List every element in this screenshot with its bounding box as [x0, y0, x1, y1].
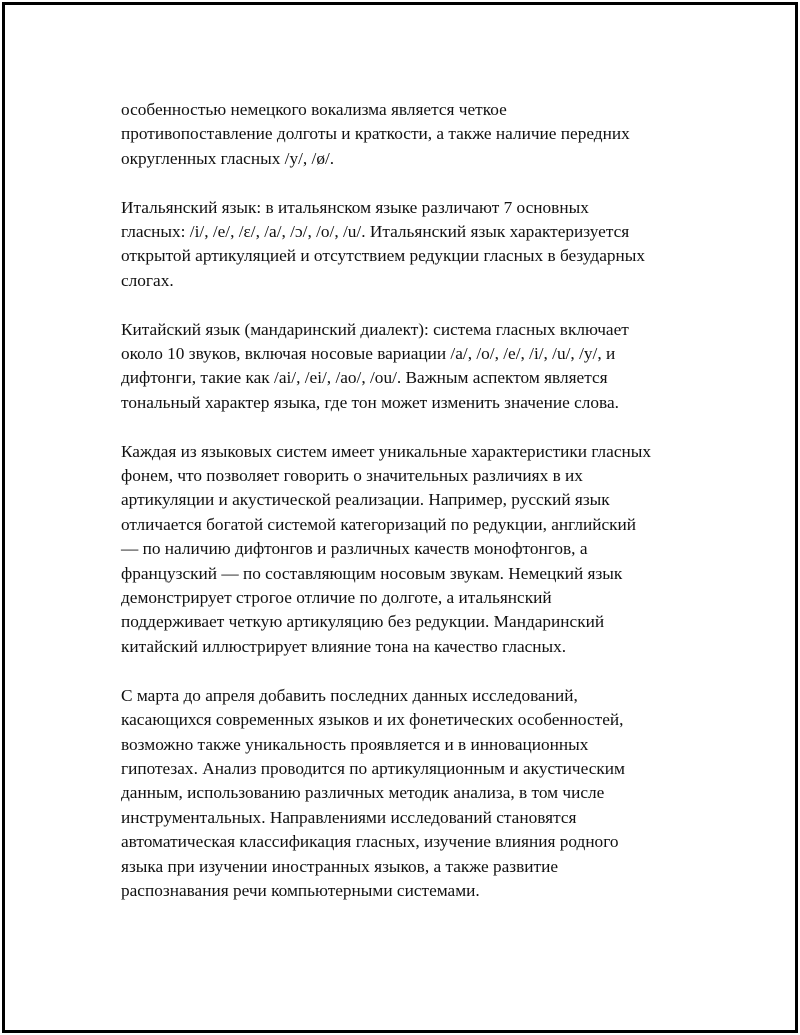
paragraph-german-vowels: особенностью немецкого вокализма является четкое противопоставление долготы и краткости, а также наличие передних округленных гласных /y/, /ø/.: [121, 100, 630, 168]
paragraph-chinese: Китайский язык (мандаринский диалект): система гласных включает около 10 звуков, включая носовые вариации /a/, /o/, /e/, /i/, /u/, /y/, и дифтонги, такие как /ai/, /ei/, /ao/, /ou/. Важным аспектом является тональный характер языка, где тон может изменить значение слова.: [121, 319, 629, 412]
paragraph-italian: Итальянский язык: в итальянском языке различают 7 основных гласных: /i/, /e/, /ɛ/, /a/, /ɔ/, /o/, /u/. Итальянский язык характеризуется открытой артикуляцией и отсутствием редукции гласных в безударных слогах.: [121, 197, 646, 290]
paragraph-research: С марта до апреля добавить последних данных исследований, касающихся современных языков и их фонетических особенностей, возможно также уникальность проявляется и в инновационных гипотезах. Анализ проводится по артикуляционным и акустическим данным, использованию различных методик анализа, в том числе инструментальных. Направлениями исследований становятся автоматическая классификация гласных, изучение влияния родного языка при изучении иностранных языков, а также развитие распознавания речи компьютерными системами.: [121, 685, 625, 900]
page-frame: [2, 2, 798, 1033]
paragraph-comparison: Каждая из языковых систем имеет уникальные характеристики гласных фонем, что позволяет говорить о значительных различиях в их артикуляции и акустической реализации. Например, русский язык отличается богатой системой категоризаций по редукции, английский — по наличию дифтонгов и различных качеств монофтонгов, а французский — по составляющим носовым звукам. Немецкий язык демонстрирует строгое отличие по долготе, а итальянский поддерживает четкую артикуляцию без редукции. Мандаринский китайский иллюстрирует влияние тона на качество гласных.: [121, 441, 652, 656]
document-body: [121, 98, 701, 928]
